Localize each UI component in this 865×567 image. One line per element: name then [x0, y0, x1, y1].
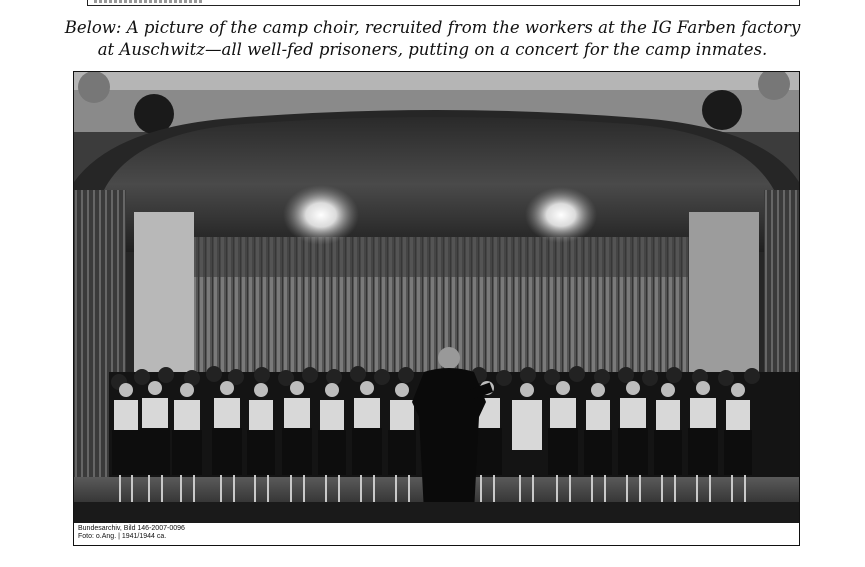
cropped-credit-text	[94, 0, 204, 3]
credit-line-2: Foto: o.Ang. | 1941/1944 ca.	[78, 533, 167, 540]
photo-frame	[73, 71, 800, 546]
photo-caption	[20, 17, 845, 61]
credit-line-1: Bundesarchiv, Bild 146-2007-0096	[78, 525, 185, 532]
choir-photograph	[74, 72, 799, 523]
caption-line-1: Below: A picture of the camp choir, recruited from the workers at the IG Farben factory	[64, 18, 801, 37]
caption-line-2: at Auschwitz—all well-fed prisoners, putting on a concert for the camp inmates.	[97, 40, 768, 59]
previous-image-frame-edge	[87, 0, 800, 6]
photo-credit	[78, 525, 185, 541]
